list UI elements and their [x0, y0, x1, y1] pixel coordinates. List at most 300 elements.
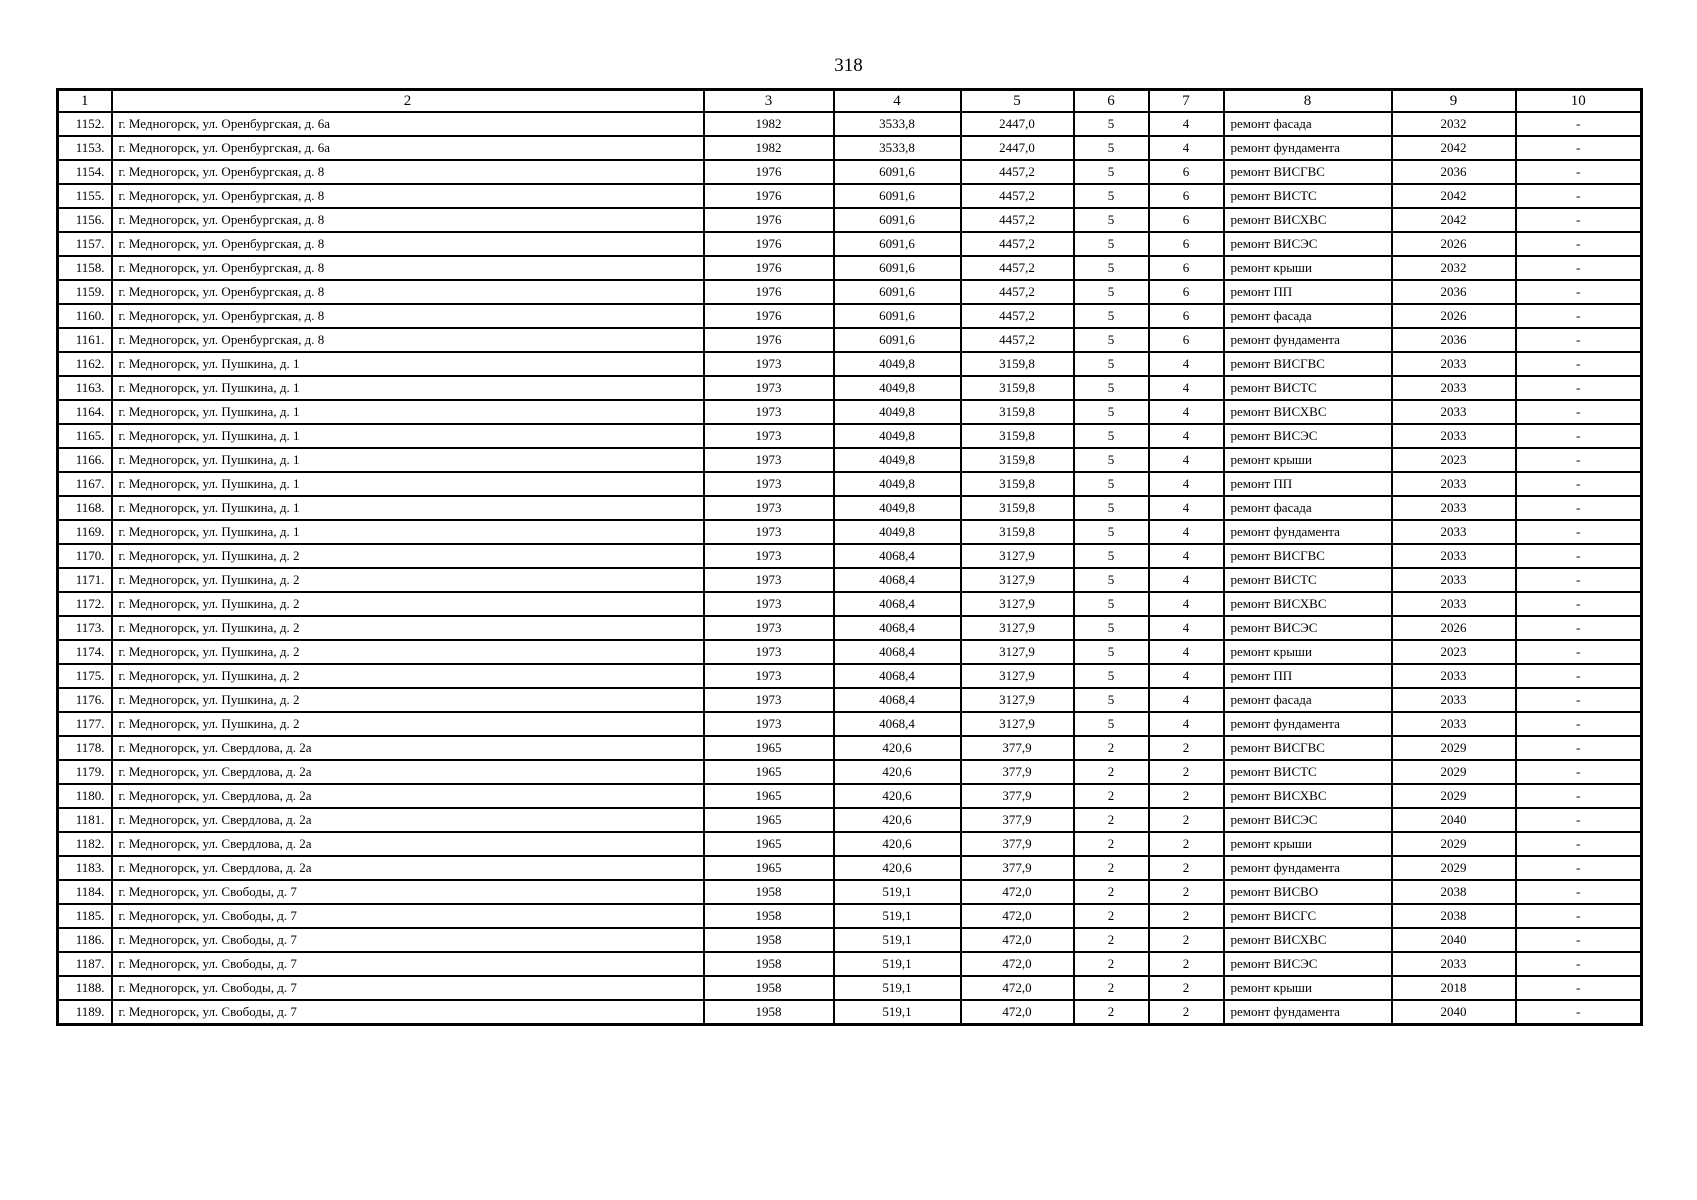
cell-entrances: 4: [1149, 496, 1224, 520]
cell-entrances: 6: [1149, 304, 1224, 328]
cell-floors: 5: [1074, 520, 1149, 544]
cell-work-type: ремонт крыши: [1224, 256, 1392, 280]
cell-work-type: ремонт ПП: [1224, 280, 1392, 304]
cell-total-area: 519,1: [834, 904, 961, 928]
table-body: [58, 112, 1642, 1025]
cell-living-area: 3159,8: [961, 352, 1074, 376]
cell-address: г. Медногорск, ул. Пушкина, д. 1: [112, 448, 704, 472]
cell-planned-year: 2038: [1392, 904, 1516, 928]
cell-entrances: 4: [1149, 400, 1224, 424]
cell-work-type: ремонт ВИСГВС: [1224, 352, 1392, 376]
cell-build-year: 1958: [704, 928, 834, 952]
cell-work-type: ремонт ВИСЭС: [1224, 808, 1392, 832]
table-row: [58, 496, 1642, 520]
cell-entrances: 2: [1149, 856, 1224, 880]
cell-floors: 5: [1074, 304, 1149, 328]
cell-note: -: [1516, 952, 1642, 976]
cell-living-area: 3127,9: [961, 616, 1074, 640]
cell-build-year: 1973: [704, 400, 834, 424]
cell-address: г. Медногорск, ул. Оренбургская, д. 8: [112, 304, 704, 328]
cell-total-area: 6091,6: [834, 280, 961, 304]
cell-living-area: 3127,9: [961, 544, 1074, 568]
cell-floors: 5: [1074, 544, 1149, 568]
cell-work-type: ремонт ПП: [1224, 472, 1392, 496]
cell-note: -: [1516, 904, 1642, 928]
cell-floors: 5: [1074, 280, 1149, 304]
cell-note: -: [1516, 664, 1642, 688]
cell-entrances: 4: [1149, 352, 1224, 376]
cell-address: г. Медногорск, ул. Пушкина, д. 1: [112, 496, 704, 520]
cell-work-type: ремонт фасада: [1224, 688, 1392, 712]
cell-row-number: 1158.: [58, 256, 112, 280]
table-row: [58, 304, 1642, 328]
table-row: [58, 976, 1642, 1000]
cell-living-area: 472,0: [961, 880, 1074, 904]
cell-floors: 5: [1074, 376, 1149, 400]
cell-total-area: 4049,8: [834, 400, 961, 424]
cell-build-year: 1976: [704, 208, 834, 232]
cell-entrances: 6: [1149, 208, 1224, 232]
table-row: [58, 688, 1642, 712]
cell-total-area: 3533,8: [834, 136, 961, 160]
cell-planned-year: 2026: [1392, 304, 1516, 328]
table-row: [58, 184, 1642, 208]
cell-living-area: 377,9: [961, 856, 1074, 880]
cell-living-area: 472,0: [961, 952, 1074, 976]
cell-floors: 5: [1074, 640, 1149, 664]
cell-total-area: 4068,4: [834, 664, 961, 688]
cell-address: г. Медногорск, ул. Оренбургская, д. 6а: [112, 136, 704, 160]
table-row: [58, 232, 1642, 256]
table-row: [58, 856, 1642, 880]
column-header: 5: [961, 90, 1074, 113]
cell-total-area: 4049,8: [834, 496, 961, 520]
cell-total-area: 519,1: [834, 976, 961, 1000]
cell-work-type: ремонт ВИСЭС: [1224, 952, 1392, 976]
cell-address: г. Медногорск, ул. Оренбургская, д. 8: [112, 232, 704, 256]
cell-work-type: ремонт ВИСХВС: [1224, 400, 1392, 424]
cell-planned-year: 2033: [1392, 400, 1516, 424]
cell-row-number: 1155.: [58, 184, 112, 208]
cell-work-type: ремонт ВИСГС: [1224, 904, 1392, 928]
cell-build-year: 1958: [704, 1000, 834, 1025]
cell-floors: 2: [1074, 1000, 1149, 1025]
cell-work-type: ремонт ВИСТС: [1224, 184, 1392, 208]
cell-address: г. Медногорск, ул. Пушкина, д. 2: [112, 664, 704, 688]
cell-planned-year: 2040: [1392, 1000, 1516, 1025]
cell-work-type: ремонт фундамента: [1224, 1000, 1392, 1025]
cell-note: -: [1516, 856, 1642, 880]
cell-row-number: 1152.: [58, 112, 112, 136]
cell-build-year: 1973: [704, 352, 834, 376]
column-header: 8: [1224, 90, 1392, 113]
cell-floors: 2: [1074, 976, 1149, 1000]
cell-row-number: 1187.: [58, 952, 112, 976]
cell-planned-year: 2033: [1392, 688, 1516, 712]
cell-floors: 2: [1074, 880, 1149, 904]
cell-address: г. Медногорск, ул. Свободы, д. 7: [112, 1000, 704, 1025]
cell-total-area: 519,1: [834, 928, 961, 952]
table-row: [58, 952, 1642, 976]
cell-work-type: ремонт фундамента: [1224, 712, 1392, 736]
cell-living-area: 377,9: [961, 760, 1074, 784]
cell-address: г. Медногорск, ул. Свободы, д. 7: [112, 952, 704, 976]
table-row: [58, 352, 1642, 376]
table-row: [58, 664, 1642, 688]
cell-total-area: 4068,4: [834, 712, 961, 736]
table-row: [58, 712, 1642, 736]
cell-address: г. Медногорск, ул. Свердлова, д. 2а: [112, 832, 704, 856]
table-row: [58, 256, 1642, 280]
cell-living-area: 3127,9: [961, 712, 1074, 736]
cell-row-number: 1174.: [58, 640, 112, 664]
cell-planned-year: 2038: [1392, 880, 1516, 904]
table-row: [58, 160, 1642, 184]
table-row: [58, 760, 1642, 784]
cell-note: -: [1516, 304, 1642, 328]
cell-total-area: 6091,6: [834, 232, 961, 256]
cell-living-area: 4457,2: [961, 304, 1074, 328]
cell-floors: 5: [1074, 616, 1149, 640]
cell-note: -: [1516, 568, 1642, 592]
cell-note: -: [1516, 400, 1642, 424]
cell-living-area: 3127,9: [961, 640, 1074, 664]
cell-planned-year: 2033: [1392, 664, 1516, 688]
cell-address: г. Медногорск, ул. Пушкина, д. 2: [112, 616, 704, 640]
table-row: [58, 424, 1642, 448]
table-row: [58, 1000, 1642, 1025]
cell-address: г. Медногорск, ул. Свободы, д. 7: [112, 976, 704, 1000]
cell-total-area: 6091,6: [834, 328, 961, 352]
cell-total-area: 4049,8: [834, 376, 961, 400]
cell-total-area: 4068,4: [834, 568, 961, 592]
cell-build-year: 1973: [704, 568, 834, 592]
cell-living-area: 3127,9: [961, 688, 1074, 712]
cell-note: -: [1516, 256, 1642, 280]
table-row: [58, 616, 1642, 640]
cell-build-year: 1976: [704, 280, 834, 304]
column-header: 6: [1074, 90, 1149, 113]
cell-build-year: 1976: [704, 328, 834, 352]
cell-build-year: 1958: [704, 904, 834, 928]
cell-note: -: [1516, 160, 1642, 184]
cell-row-number: 1167.: [58, 472, 112, 496]
cell-build-year: 1973: [704, 592, 834, 616]
cell-living-area: 3159,8: [961, 376, 1074, 400]
cell-work-type: ремонт ВИСГВС: [1224, 160, 1392, 184]
cell-work-type: ремонт ВИСЭС: [1224, 232, 1392, 256]
cell-row-number: 1178.: [58, 736, 112, 760]
cell-note: -: [1516, 232, 1642, 256]
cell-planned-year: 2033: [1392, 592, 1516, 616]
cell-floors: 5: [1074, 112, 1149, 136]
cell-total-area: 420,6: [834, 832, 961, 856]
table-row: [58, 208, 1642, 232]
cell-planned-year: 2036: [1392, 280, 1516, 304]
cell-work-type: ремонт ВИСХВС: [1224, 592, 1392, 616]
cell-build-year: 1976: [704, 256, 834, 280]
cell-address: г. Медногорск, ул. Пушкина, д. 2: [112, 544, 704, 568]
cell-row-number: 1180.: [58, 784, 112, 808]
cell-floors: 2: [1074, 928, 1149, 952]
cell-row-number: 1169.: [58, 520, 112, 544]
cell-note: -: [1516, 280, 1642, 304]
cell-living-area: 3159,8: [961, 520, 1074, 544]
cell-address: г. Медногорск, ул. Оренбургская, д. 8: [112, 160, 704, 184]
cell-note: -: [1516, 184, 1642, 208]
cell-total-area: 4068,4: [834, 640, 961, 664]
cell-planned-year: 2042: [1392, 136, 1516, 160]
cell-planned-year: 2036: [1392, 328, 1516, 352]
cell-entrances: 4: [1149, 592, 1224, 616]
cell-build-year: 1973: [704, 712, 834, 736]
cell-living-area: 4457,2: [961, 328, 1074, 352]
cell-total-area: 3533,8: [834, 112, 961, 136]
cell-work-type: ремонт фундамента: [1224, 328, 1392, 352]
cell-entrances: 4: [1149, 712, 1224, 736]
cell-build-year: 1976: [704, 304, 834, 328]
cell-build-year: 1973: [704, 616, 834, 640]
cell-note: -: [1516, 136, 1642, 160]
cell-total-area: 519,1: [834, 880, 961, 904]
cell-address: г. Медногорск, ул. Оренбургская, д. 8: [112, 208, 704, 232]
cell-floors: 5: [1074, 424, 1149, 448]
cell-living-area: 377,9: [961, 784, 1074, 808]
table-row: [58, 808, 1642, 832]
cell-living-area: 4457,2: [961, 232, 1074, 256]
cell-entrances: 4: [1149, 472, 1224, 496]
table-row: [58, 472, 1642, 496]
cell-note: -: [1516, 112, 1642, 136]
column-header: 10: [1516, 90, 1642, 113]
cell-build-year: 1973: [704, 664, 834, 688]
cell-build-year: 1973: [704, 640, 834, 664]
table-row: [58, 880, 1642, 904]
cell-planned-year: 2018: [1392, 976, 1516, 1000]
cell-entrances: 4: [1149, 544, 1224, 568]
cell-row-number: 1157.: [58, 232, 112, 256]
table-row: [58, 736, 1642, 760]
cell-total-area: 4068,4: [834, 592, 961, 616]
cell-note: -: [1516, 592, 1642, 616]
cell-note: -: [1516, 784, 1642, 808]
cell-row-number: 1170.: [58, 544, 112, 568]
cell-build-year: 1958: [704, 976, 834, 1000]
cell-address: г. Медногорск, ул. Пушкина, д. 2: [112, 592, 704, 616]
cell-planned-year: 2033: [1392, 496, 1516, 520]
cell-build-year: 1965: [704, 736, 834, 760]
cell-total-area: 519,1: [834, 952, 961, 976]
cell-note: -: [1516, 424, 1642, 448]
cell-living-area: 472,0: [961, 1000, 1074, 1025]
cell-total-area: 4068,4: [834, 616, 961, 640]
cell-entrances: 2: [1149, 952, 1224, 976]
cell-note: -: [1516, 808, 1642, 832]
cell-entrances: 4: [1149, 112, 1224, 136]
cell-entrances: 4: [1149, 664, 1224, 688]
cell-work-type: ремонт ВИСХВС: [1224, 784, 1392, 808]
cell-planned-year: 2040: [1392, 808, 1516, 832]
cell-row-number: 1188.: [58, 976, 112, 1000]
cell-row-number: 1184.: [58, 880, 112, 904]
cell-floors: 2: [1074, 808, 1149, 832]
cell-note: -: [1516, 472, 1642, 496]
cell-note: -: [1516, 736, 1642, 760]
cell-work-type: ремонт ПП: [1224, 664, 1392, 688]
cell-note: -: [1516, 616, 1642, 640]
cell-planned-year: 2032: [1392, 112, 1516, 136]
cell-planned-year: 2023: [1392, 640, 1516, 664]
cell-planned-year: 2033: [1392, 424, 1516, 448]
cell-note: -: [1516, 448, 1642, 472]
cell-living-area: 3127,9: [961, 592, 1074, 616]
column-header: 3: [704, 90, 834, 113]
cell-planned-year: 2026: [1392, 232, 1516, 256]
table-row: [58, 448, 1642, 472]
cell-row-number: 1166.: [58, 448, 112, 472]
cell-build-year: 1965: [704, 856, 834, 880]
cell-work-type: ремонт ВИСТС: [1224, 760, 1392, 784]
cell-total-area: 420,6: [834, 808, 961, 832]
cell-total-area: 4068,4: [834, 544, 961, 568]
cell-build-year: 1973: [704, 376, 834, 400]
cell-address: г. Медногорск, ул. Свердлова, д. 2а: [112, 856, 704, 880]
cell-total-area: 420,6: [834, 856, 961, 880]
cell-address: г. Медногорск, ул. Пушкина, д. 1: [112, 400, 704, 424]
cell-entrances: 2: [1149, 760, 1224, 784]
cell-floors: 5: [1074, 160, 1149, 184]
column-header: 7: [1149, 90, 1224, 113]
cell-floors: 5: [1074, 448, 1149, 472]
cell-entrances: 2: [1149, 880, 1224, 904]
cell-floors: 5: [1074, 568, 1149, 592]
cell-floors: 5: [1074, 472, 1149, 496]
cell-row-number: 1165.: [58, 424, 112, 448]
column-header-row: [58, 90, 1642, 113]
cell-address: г. Медногорск, ул. Оренбургская, д. 8: [112, 256, 704, 280]
cell-living-area: 4457,2: [961, 160, 1074, 184]
cell-build-year: 1965: [704, 832, 834, 856]
cell-work-type: ремонт ВИСГВС: [1224, 736, 1392, 760]
cell-note: -: [1516, 760, 1642, 784]
table-row: [58, 376, 1642, 400]
cell-note: -: [1516, 208, 1642, 232]
cell-living-area: 2447,0: [961, 136, 1074, 160]
table-row: [58, 400, 1642, 424]
column-header: 4: [834, 90, 961, 113]
cell-planned-year: 2033: [1392, 952, 1516, 976]
cell-living-area: 377,9: [961, 736, 1074, 760]
cell-entrances: 2: [1149, 1000, 1224, 1025]
cell-note: -: [1516, 640, 1642, 664]
cell-note: -: [1516, 832, 1642, 856]
cell-note: -: [1516, 496, 1642, 520]
cell-build-year: 1973: [704, 688, 834, 712]
cell-entrances: 6: [1149, 256, 1224, 280]
cell-living-area: 3159,8: [961, 424, 1074, 448]
cell-total-area: 420,6: [834, 760, 961, 784]
cell-work-type: ремонт фундамента: [1224, 520, 1392, 544]
cell-row-number: 1171.: [58, 568, 112, 592]
table-row: [58, 568, 1642, 592]
cell-entrances: 6: [1149, 328, 1224, 352]
cell-row-number: 1181.: [58, 808, 112, 832]
cell-entrances: 4: [1149, 376, 1224, 400]
cell-build-year: 1973: [704, 424, 834, 448]
cell-living-area: 4457,2: [961, 184, 1074, 208]
cell-row-number: 1186.: [58, 928, 112, 952]
cell-row-number: 1182.: [58, 832, 112, 856]
cell-floors: 5: [1074, 592, 1149, 616]
cell-row-number: 1159.: [58, 280, 112, 304]
cell-address: г. Медногорск, ул. Свободы, д. 7: [112, 880, 704, 904]
cell-build-year: 1982: [704, 136, 834, 160]
cell-work-type: ремонт ВИСХВС: [1224, 208, 1392, 232]
cell-row-number: 1161.: [58, 328, 112, 352]
cell-build-year: 1965: [704, 784, 834, 808]
cell-living-area: 4457,2: [961, 208, 1074, 232]
cell-total-area: 4049,8: [834, 448, 961, 472]
table-row: [58, 520, 1642, 544]
column-header: 9: [1392, 90, 1516, 113]
cell-floors: 5: [1074, 688, 1149, 712]
cell-living-area: 3159,8: [961, 496, 1074, 520]
cell-work-type: ремонт фасада: [1224, 496, 1392, 520]
cell-total-area: 420,6: [834, 736, 961, 760]
cell-living-area: 377,9: [961, 832, 1074, 856]
cell-total-area: 4049,8: [834, 520, 961, 544]
cell-entrances: 4: [1149, 424, 1224, 448]
cell-total-area: 4049,8: [834, 424, 961, 448]
cell-work-type: ремонт фасада: [1224, 112, 1392, 136]
cell-total-area: 6091,6: [834, 208, 961, 232]
cell-planned-year: 2029: [1392, 832, 1516, 856]
cell-planned-year: 2033: [1392, 352, 1516, 376]
cell-work-type: ремонт фундамента: [1224, 136, 1392, 160]
cell-address: г. Медногорск, ул. Пушкина, д. 1: [112, 520, 704, 544]
cell-entrances: 2: [1149, 784, 1224, 808]
cell-address: г. Медногорск, ул. Пушкина, д. 2: [112, 712, 704, 736]
cell-row-number: 1183.: [58, 856, 112, 880]
cell-total-area: 6091,6: [834, 256, 961, 280]
cell-row-number: 1189.: [58, 1000, 112, 1025]
cell-total-area: 4068,4: [834, 688, 961, 712]
cell-address: г. Медногорск, ул. Оренбургская, д. 8: [112, 184, 704, 208]
cell-build-year: 1965: [704, 808, 834, 832]
cell-address: г. Медногорск, ул. Оренбургская, д. 8: [112, 280, 704, 304]
cell-address: г. Медногорск, ул. Свердлова, д. 2а: [112, 760, 704, 784]
cell-note: -: [1516, 880, 1642, 904]
cell-row-number: 1163.: [58, 376, 112, 400]
cell-floors: 2: [1074, 736, 1149, 760]
cell-row-number: 1175.: [58, 664, 112, 688]
cell-note: -: [1516, 520, 1642, 544]
cell-floors: 2: [1074, 904, 1149, 928]
table-row: [58, 112, 1642, 136]
cell-floors: 5: [1074, 136, 1149, 160]
cell-note: -: [1516, 976, 1642, 1000]
cell-build-year: 1965: [704, 760, 834, 784]
cell-build-year: 1976: [704, 232, 834, 256]
cell-address: г. Медногорск, ул. Пушкина, д. 1: [112, 352, 704, 376]
cell-floors: 2: [1074, 856, 1149, 880]
cell-work-type: ремонт ВИСВО: [1224, 880, 1392, 904]
cell-living-area: 3159,8: [961, 448, 1074, 472]
cell-entrances: 4: [1149, 520, 1224, 544]
cell-row-number: 1153.: [58, 136, 112, 160]
cell-planned-year: 2042: [1392, 184, 1516, 208]
table-row: [58, 544, 1642, 568]
